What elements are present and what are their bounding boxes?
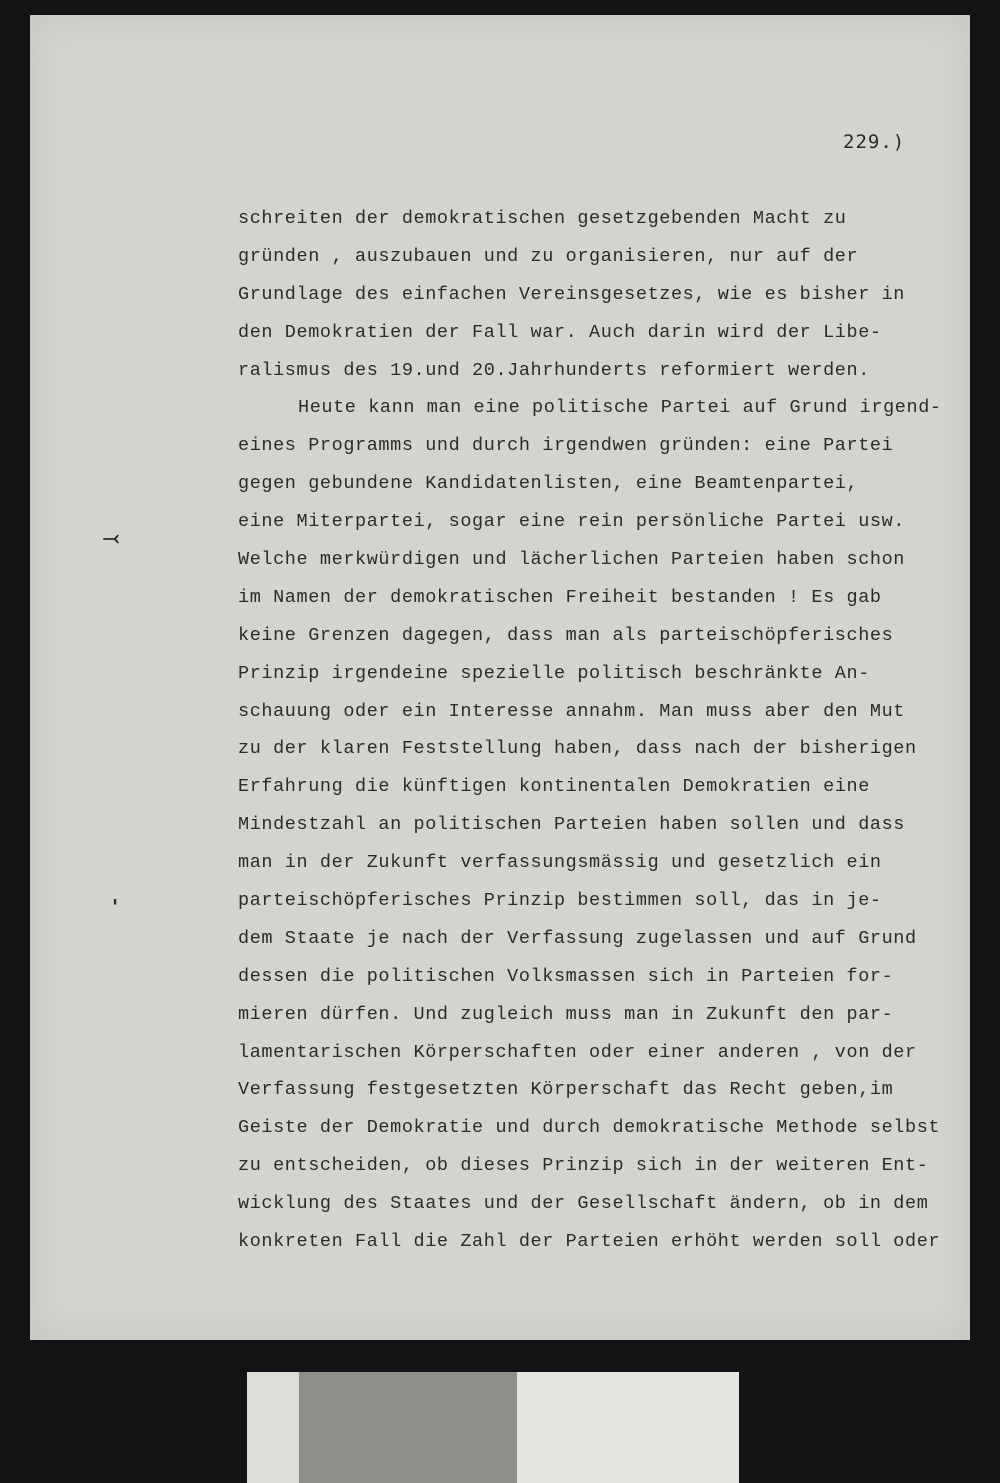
punch-mark-lower: ' xyxy=(112,895,119,919)
text-line: Welche merkwürdigen und lächerlichen Parteien haben schon xyxy=(238,549,906,571)
text-line: zu entscheiden, ob dieses Prinzip sich in der weiteren Ent- xyxy=(238,1155,929,1177)
text-line: keine Grenzen dagegen, dass man als parteischöpferisches xyxy=(238,624,894,646)
text-line: Mindestzahl an politischen Parteien haben sollen und dass xyxy=(238,814,906,836)
text-line: dessen die politischen Volksmassen sich in Parteien for- xyxy=(238,965,894,987)
page-number: 229.) xyxy=(843,131,906,153)
text-line: konkreten Fall die Zahl der Parteien erhöht werden soll oder xyxy=(238,1231,941,1253)
punch-mark-upper: ⤙ xyxy=(103,525,119,549)
text-line: Geiste der Demokratie und durch demokratische Methode selbst xyxy=(238,1117,941,1139)
archive-tab-left xyxy=(247,1372,299,1483)
text-line: eines Programms und durch irgendwen gründen: eine Partei xyxy=(238,435,894,457)
text-line: mieren dürfen. Und zugleich muss man in Zukunft den par- xyxy=(238,1003,894,1025)
text-line: parteischöpferisches Prinzip bestimmen soll, das in je- xyxy=(238,890,882,912)
text-line: Grundlage des einfachen Vereinsgesetzes, wie es bisher in xyxy=(238,283,906,305)
text-line: dem Staate je nach der Verfassung zugelassen und auf Grund xyxy=(238,927,917,949)
text-line: Prinzip irgendeine spezielle politisch beschränkte An- xyxy=(238,662,870,684)
text-line: eine Miterpartei, sogar eine rein persönliche Partei usw. xyxy=(238,511,906,533)
archive-grey-card xyxy=(299,1372,517,1483)
text-line: im Namen der demokratischen Freiheit bestanden ! Es gab xyxy=(238,586,882,608)
text-line: den Demokratien der Fall war. Auch darin wird der Libe- xyxy=(238,321,882,343)
typed-text-body xyxy=(238,200,958,1261)
text-line: gegen gebundene Kandidatenlisten, eine Beamtenpartei, xyxy=(238,473,859,495)
archive-tab-right xyxy=(517,1372,739,1483)
text-line: gründen , auszubauen und zu organisieren, nur auf der xyxy=(238,245,859,267)
text-line: lamentarischen Körperschaften oder einer anderen , von der xyxy=(238,1041,917,1063)
text-line-paragraph-start: Heute kann man eine politische Partei auf Grund irgend- xyxy=(298,397,942,419)
text-line: schreiten der demokratischen gesetzgebenden Macht zu xyxy=(238,208,847,229)
text-line: wicklung des Staates und der Gesellschaft ändern, ob in dem xyxy=(238,1193,929,1215)
text-line: man in der Zukunft verfassungsmässig und gesetzlich ein xyxy=(238,852,882,874)
text-line: Erfahrung die künftigen kontinentalen Demokratien eine xyxy=(238,776,870,798)
text-line: schauung oder ein Interesse annahm. Man muss aber den Mut xyxy=(238,700,906,722)
text-line: ralismus des 19.und 20.Jahrhunderts reformiert werden. xyxy=(238,359,870,381)
text-line: Verfassung festgesetzten Körperschaft das Recht geben,im xyxy=(238,1079,894,1101)
text-line: zu der klaren Feststellung haben, dass nach der bisherigen xyxy=(238,738,917,760)
